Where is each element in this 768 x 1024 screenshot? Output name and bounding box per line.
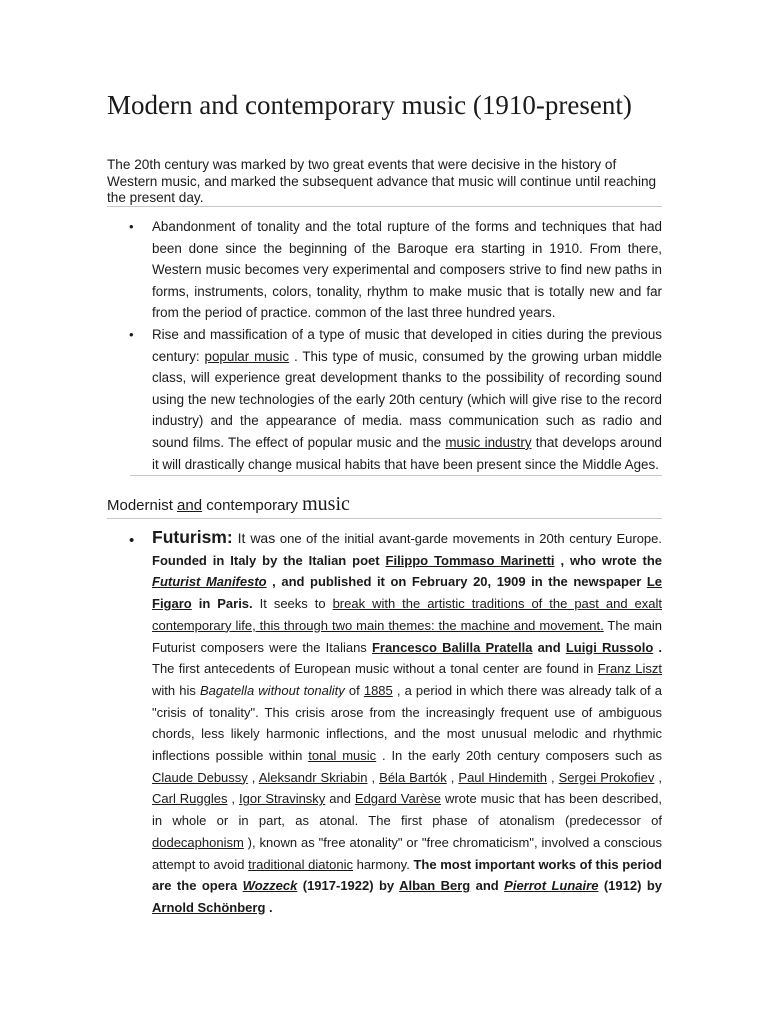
link-stravinsky[interactable]: Igor Stravinsky — [239, 791, 326, 807]
link-hindemith[interactable]: Paul Hindemith — [458, 769, 547, 785]
link-liszt[interactable]: Franz Liszt — [597, 661, 663, 677]
text-run: It seeks to — [252, 596, 333, 612]
bullet-list — [107, 527, 662, 919]
link-russolo[interactable]: Luigi Russolo — [565, 639, 654, 655]
list-item-text: Abandonment of tonality and the total rupture of the forms and techniques that had been done since the beginning of the Baroque era starting in 1910. From there, Western music becomes very experimental and composers strive to find new paths in forms, instruments, colors, tonality, rhythm to make music that is totally new and far from the period of practice. common of the last three hundred years. — [152, 219, 662, 321]
text-run: (1917-1922) by — [297, 878, 400, 894]
text-run: , a period in which there was already talk of a "crisis of tonality". This crisis arose from the increasingly frequent use of ambiguous chords, less likely harmonic inflections, and the most unusual melodic and rhythmic inflections possible within — [152, 682, 662, 764]
heading-word: contemporary — [202, 497, 303, 514]
link-skriabin[interactable]: Aleksandr Skriabin — [258, 769, 368, 785]
bullet-icon: • — [129, 326, 134, 342]
text-run: , — [227, 791, 239, 807]
list-item — [107, 324, 662, 475]
link-pratella[interactable]: Francesco Balilla Pratella — [371, 639, 533, 655]
text-run: with his — [152, 682, 200, 698]
text-run: The most important works of this period are the opera — [152, 856, 662, 894]
text-run: and — [532, 639, 566, 655]
text-run: Rise and massification of a type of music that developed in cities during the previous century: — [152, 326, 662, 364]
link-bartok[interactable]: Béla Bartók — [379, 769, 447, 785]
text-run: . — [265, 899, 273, 915]
text-run: It was — [232, 530, 276, 546]
link-prokofiev[interactable]: Sergei Prokofiev — [558, 769, 655, 785]
text-run: , — [367, 769, 380, 785]
link-varese[interactable]: Edgard Varèse — [354, 791, 441, 807]
heading-word: Modernist — [107, 497, 178, 514]
intro-paragraph: The 20th century was marked by two great events that were decisive in the history of Western music, and marked the subsequent advance that music will continue until reaching the present day. — [107, 157, 657, 205]
text-run: , — [446, 769, 459, 785]
link-debussy[interactable]: Claude Debussy — [152, 769, 248, 785]
text-run: one of the initial avant-garde movements in 20th century Europe. — [275, 531, 662, 546]
text-run: . — [653, 639, 662, 655]
link-tonal-music[interactable]: tonal music — [308, 748, 377, 764]
text-run: in Paris. — [191, 596, 253, 612]
link-break-traditions[interactable]: break with the artistic traditions of the past and exalt contemporary life, this through two main themes: the machine and movement. — [152, 596, 662, 633]
link-schoenberg[interactable]: Arnold Schönberg — [152, 899, 266, 915]
link-wozzeck[interactable]: Wozzeck — [242, 878, 298, 894]
link-alban-berg[interactable]: Alban Berg — [399, 878, 471, 894]
link-dodecaphonism[interactable]: dodecaphonism — [152, 834, 244, 850]
text-run: and — [325, 791, 355, 807]
list-item — [107, 216, 662, 324]
link-futurist-manifesto[interactable]: Futurist Manifesto — [152, 574, 267, 590]
link-popular-music[interactable]: popular music — [204, 348, 290, 364]
link-le-figaro[interactable]: Le Figaro — [152, 574, 662, 612]
text-run: , who wrote the — [554, 552, 662, 568]
heading-word: and — [177, 497, 203, 514]
section-heading — [107, 492, 350, 518]
link-1885[interactable]: 1885 — [363, 682, 393, 698]
text-run: , — [247, 769, 259, 785]
text-run: and — [470, 878, 505, 894]
text-run: Bagatella without tonality — [199, 682, 345, 698]
bullet-list — [107, 216, 662, 475]
text-run: that develops around it will drastically change musical habits that have been present since the Middle Ages. — [152, 434, 662, 472]
text-run: . This type of music, consumed by the growing urban middle class, will experience great development thanks to the possibility of recording sound using the new technologies of the early 20th century (which will give rise to the record industry) and the appearance of media. mass communication such as radio and sound films. The effect of popular music and the — [152, 348, 662, 450]
list-item — [107, 527, 662, 919]
text-run: Founded in Italy by the Italian poet — [152, 552, 386, 568]
link-music-industry[interactable]: music industry — [445, 434, 532, 450]
text-run: , and published it on February 20, 1909 in the newspaper — [266, 574, 647, 590]
page-title: Modern and contemporary music (1910-present) — [107, 90, 632, 120]
text-run: (1912) by — [598, 878, 662, 894]
link-ruggles[interactable]: Carl Ruggles — [152, 791, 228, 807]
divider — [107, 206, 662, 207]
text-run: wrote music that has been described, in whole or in part, as atonal. The first phase of atonalism (predecessor of — [152, 791, 662, 829]
text-run: . In the early 20th century composers such as — [376, 748, 663, 764]
text-run: , — [546, 769, 559, 785]
text-run: of — [344, 682, 364, 698]
bullet-icon: • — [129, 532, 135, 549]
text-run: The main Futurist composers were the Italians — [152, 617, 662, 655]
bullet-icon: • — [129, 219, 134, 234]
text-run: , — [654, 769, 663, 785]
list-item-text — [152, 324, 662, 475]
heading-word: music — [302, 493, 350, 515]
text-run: The first antecedents of European music without a tonal center are found in — [152, 661, 598, 677]
link-pierrot-lunaire[interactable]: Pierrot Lunaire — [504, 878, 599, 894]
text-run: ), known as "free atonality" or "free chromaticism", involved a conscious attempt to avoid — [152, 834, 662, 872]
link-traditional-diatonic[interactable]: traditional diatonic — [248, 856, 353, 872]
futurism-heading: Futurism: — [152, 527, 233, 547]
futurism-paragraph — [152, 527, 662, 919]
text-run: harmony. — [352, 856, 414, 872]
divider — [107, 518, 662, 519]
link-marinetti[interactable]: Filippo Tommaso Marinetti — [385, 552, 555, 568]
divider — [130, 475, 662, 476]
